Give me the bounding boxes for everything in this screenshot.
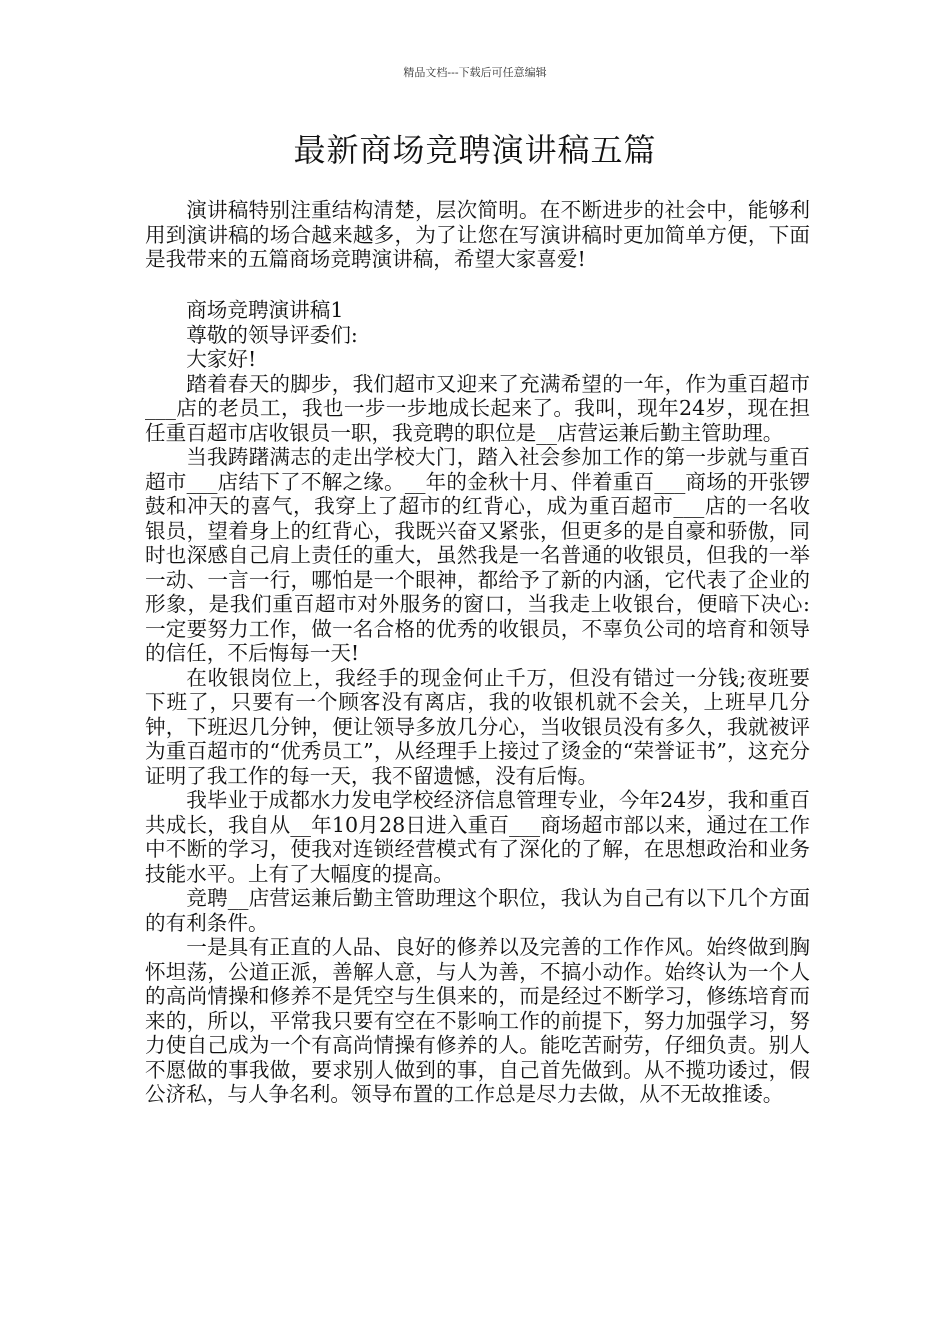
salutation: 尊敬的领导评委们: — [186, 322, 358, 347]
document-title: 最新商场竞聘演讲稿五篇 — [293, 131, 657, 169]
body-paragraph-1: 踏着春天的脚步，我们超市又迎来了充满希望的一年，作为重百超市___店的老员工，我也一步一步地成长起来了。我叫，现年24岁，现在担任重百超市店收银员一职，我竞聘的职位是__店营运兼后勤主管助理。 — [145, 371, 810, 445]
body-paragraph-5: 竞聘__店营运兼后勤主管助理这个职位，我认为自己有以下几个方面的有利条件。 — [145, 886, 810, 935]
body-paragraph-4: 我毕业于成都水力发电学校经济信息管理专业，今年24岁，我和重百共成长，我自从__年10月28日进入重百___商场超市部以来，通过在工作中不断的学习，使我对连锁经营模式有了深化的了解，在思想政治和业务技能水平。上有了大幅度的提高。 — [145, 788, 810, 886]
body-paragraph-3: 在收银岗位上，我经手的现金何止千万，但没有错过一分钱;夜班要下班了，只要有一个顾客没有离店，我的收银机就不会关，上班早几分钟，下班迟几分钟，便让领导多放几分心，当收银员没有多久，我就被评为重百超市的“优秀员工”，从经理手上接过了烫金的“荣誉证书”，这充分证明了我工作的每一天，我不留遗憾，没有后悔。 — [145, 665, 810, 788]
greeting: 大家好! — [186, 347, 257, 371]
intro-paragraph: 演讲稿特别注重结构清楚，层次简明。在不断进步的社会中，能够利用到演讲稿的场合越来越多，为了让您在写演讲稿时更加简单方便，下面是我带来的五篇商场竞聘演讲稿，希望大家喜爱! — [145, 198, 810, 271]
header-note: 精品文档---下载后可任意编辑 — [403, 66, 547, 79]
speech-1 — [145, 298, 810, 1107]
speech-heading: 商场竞聘演讲稿1 — [186, 298, 344, 322]
body-paragraph-6: 一是具有正直的人品、良好的修养以及完善的工作作风。始终做到胸怀坦荡，公道正派，善解人意，与人为善，不搞小动作。始终认为一个人的高尚情操和修养不是凭空与生俱来的，而是经过不断学习，修练培育而来的，所以，平常我只要有空在不影响工作的前提下，努力加强学习，努力使自己成为一个有高尚情操有修养的人。能吃苦耐劳，仔细负责。别人不愿做的事我做，要求别人做到的事，自己首先做到。从不揽功诿过，假公济私，与人争名利。领导布置的工作总是尽力去做，从不无故推诿。 — [145, 935, 810, 1106]
body-paragraph-2: 当我踌躇满志的走出学校大门，踏入社会参加工作的第一步就与重百超市___店结下了不解之缘。__年的金秋十月、伴着重百___商场的开张锣鼓和冲天的喜气，我穿上了超市的红背心，成为重百超市___店的一名收银员，望着身上的红背心，我既兴奋又紧张，但更多的是自豪和骄傲，同时也深感自己肩上责任的重大，虽然我是一名普通的收银员，但我的一举一动、一言一行，哪怕是一个眼神，都给予了新的内涵，它代表了企业的形象，是我们重百超市对外服务的窗口，当我走上收银台，便暗下决心:一定要努力工作，做一名合格的优秀的收银员，不辜负公司的培育和领导的信任，不后悔每一天! — [145, 445, 810, 665]
